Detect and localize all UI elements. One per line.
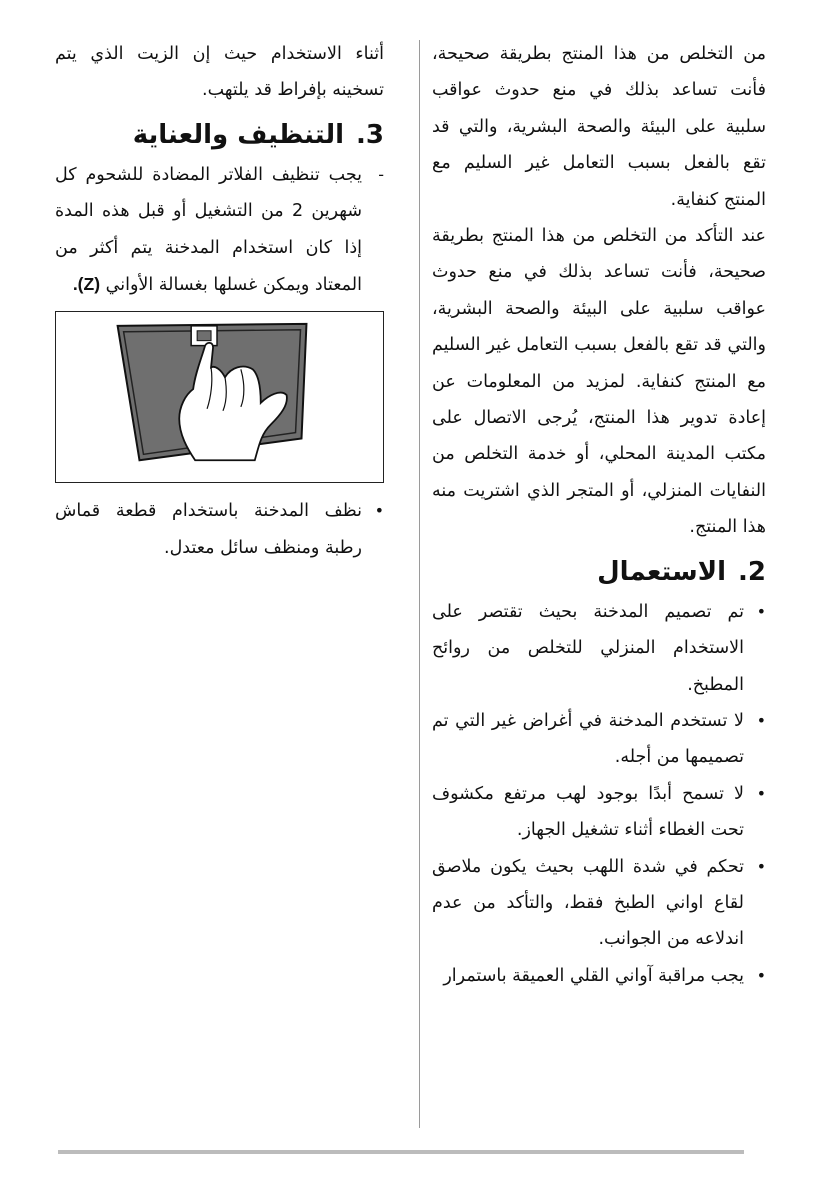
dash-icon: - — [378, 164, 384, 184]
section-3-heading — [55, 115, 384, 155]
filter-handle-slot — [197, 331, 211, 341]
section-2-title: الاستعمال — [597, 556, 727, 587]
bullet-icon: • — [756, 601, 766, 621]
section-3-number: 3. — [356, 119, 384, 150]
list-item-text: نظف المدخنة باستخدام قطعة قماش رطبة ومنظف سائل معتدل. — [55, 501, 362, 558]
bullet-icon: • — [756, 965, 766, 985]
list-item — [432, 849, 766, 958]
list-item — [432, 703, 766, 776]
section-3-title: التنظيف والعناية — [132, 119, 345, 150]
cleaning-list-2 — [55, 493, 384, 566]
list-item-text: يجب مراقبة آواني القلي العميقة باستمرار — [443, 965, 744, 986]
list-item — [432, 958, 766, 994]
column-divider — [419, 40, 420, 1128]
right-column — [432, 36, 766, 994]
continuation-text: أثناء الاستخدام حيث إن الزيت الذي يتم تسخينه بإفراط قد يلتهب. — [55, 44, 384, 101]
list-item-text: يجب تنظيف الفلاتر المضادة للشحوم كل شهرين 2 من التشغيل أو قبل هذه المدة إذا كان استخدام المدخنة يتم أكثر من المعتاد ويمكن غسلها بغسالة الأواني — [55, 164, 362, 296]
intro-paragraph-1: من التخلص من هذا المنتج بطريقة صحيحة، فأنت تساعد بذلك في منع حدوث عواقب سلبية على البيئة والصحة البشرية، والتي قد تقع بالفعل بسبب التعامل غير السليم مع المنتج كنفاية. — [432, 44, 766, 210]
list-item-text: لا تسمح أبدًا بوجود لهب مرتفع مكشوف تحت الغطاء أثناء تشغيل الجهاز. — [432, 783, 744, 841]
page-bottom-rule — [58, 1150, 744, 1154]
list-item — [432, 776, 766, 849]
filter-removal-illustration — [55, 311, 384, 483]
list-item-text: تم تصميم المدخنة بحيث تقتصر على الاستخدام المنزلي للتخلص من روائح المطبخ. — [432, 601, 744, 695]
bullet-icon: • — [756, 783, 766, 803]
section-2-number: 2. — [738, 556, 766, 587]
left-column — [55, 36, 384, 566]
list-item — [55, 157, 384, 304]
usage-list — [432, 594, 766, 994]
list-item — [55, 493, 384, 566]
bullet-icon: • — [756, 856, 766, 876]
section-2-heading — [432, 552, 766, 592]
list-item-text: تحكم في شدة اللهب بحيث يكون ملاصق لقاع اواني الطبخ فقط، والتأكد من عدم اندلاعه من الجوانب. — [432, 856, 744, 950]
list-item-text: لا تستخدم المدخنة في أغراض غير التي تم تصميمها من أجله. — [432, 710, 744, 768]
bullet-icon: • — [756, 710, 766, 730]
dishwasher-code: (Z). — [72, 274, 101, 295]
cleaning-list — [55, 157, 384, 304]
list-item — [432, 594, 766, 703]
bullet-icon: • — [374, 501, 384, 521]
filter-hand-illustration — [56, 312, 383, 482]
intro-paragraph-2: عند التأكد من التخلص من هذا المنتج بطريقة صحيحة، فأنت تساعد بذلك في منع حدوث عواقب سلبية على البيئة والصحة البشرية، والتي قد تقع بالفعل بسبب التعامل غير السليم مع المنتج كنفاية. لمزيد من المعلومات عن إعادة تدوير هذا المنتج، يُرجى الاتصال على مكتب المدينة المحلي، أو خدمة التخلص من النفايات المنزلي، أو المتجر الذي اشتريت منه هذا المنتج. — [432, 226, 766, 538]
